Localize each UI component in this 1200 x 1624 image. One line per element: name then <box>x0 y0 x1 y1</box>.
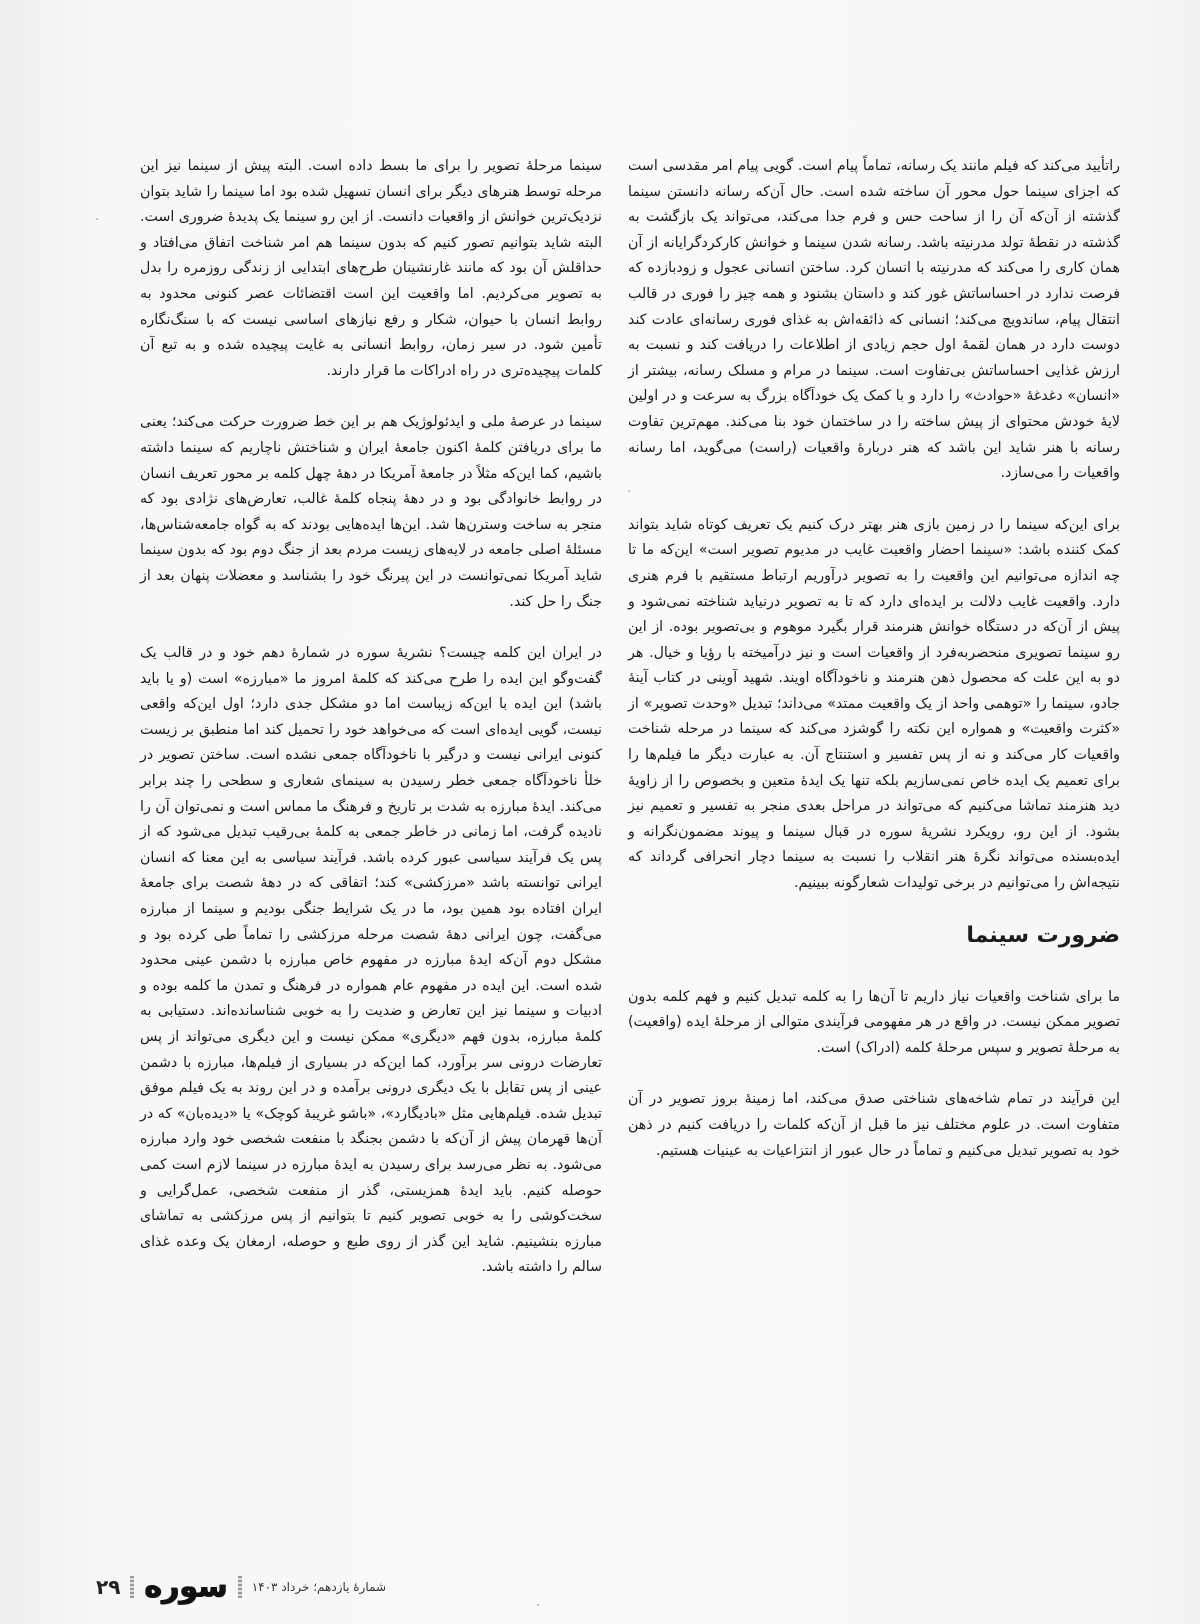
body-paragraph: سینما مرحلهٔ تصویر را برای ما بسط داده است. البته پیش از سینما نیز این مرحله توسط هنرهای دیگر برای انسان تسهیل شده بود اما سینما را شاید بتوان نزدیک‌ترین خوانش از واقعیات دانست. از این رو سینما یک پدیدهٔ ضروری است. البته شاید بتوانیم تصور کنیم که بدون سینما هم امر شناخت اتفاق می‌افتاد و حداقلش آن بود که مانند غارنشینان طرح‌های ابتدایی از زندگی روزمره را بدل به تصویر می‌کردیم. اما واقعیت این است اقتضائات عصر کنونی محدود به روابط انسان با حیوان، شکار و رفع نیازهای اساسی نیست که با سنگ‌نگاره تأمین شود. در سیر زمان، روابط انسانی به غایت پیچیده شده و به تبع آن کلمات پیچیده‌تری در راه ادراکات ما قرار دارند. <box>140 158 602 379</box>
page-number: ۲۹ <box>96 1575 121 1599</box>
magazine-logo: سوره <box>144 1568 228 1605</box>
body-paragraph: راتأیید می‌کند که فیلم مانند یک رسانه، تماماً پیام است. گویی پیام امر مقدسی است که اجزای سینما حول محور آن ساخته شده است. حال آن‌که رسانه دانستن سینما گذشته از آن‌که آن را از ساحت حس و فرم جدا می‌کند، می‌تواند یک بازگشت به گذشته در نقطهٔ تولد مدرنیته باشد. رسانه شدن سینما و خوانش کارکردگرایانه از آن همان کاری را می‌کند که مدرنیته با انسان کرد. ساختن انسانی عجول و زودبازده که فرصت ندارد در احساساتش غور کند و داستان بشنود و همه چیز را فوری در قالب انتقال پیام، ساندویچ می‌کند؛ انسانی که ذائقه‌اش به غذای فوری رسانه‌ای عادت کند دوست دارد در همان لقمهٔ اول حجم زیادی از اطلاعات را دریافت کند و نسبت به ارزش غذایی احساساتش بی‌تفاوت است. سینما در مرام و مسلک رسانه، بیشتر از «انسان» دغدغهٔ «حوادث» را دارد و با کمک یک خودآگاه بزرگ به سرعت و در اولین لایهٔ خودش محتوای از پیش ساخته را در ساختمان خود بنا می‌کند. مهم‌ترین تفاوت رسانه با هنر شاید این باشد که هنر دربارهٔ واقعیات (راست) می‌گوید، اما رسانه واقعیات را می‌سازد. <box>628 158 1120 482</box>
scan-speck <box>96 218 98 220</box>
page-footer <box>96 1568 456 1605</box>
footer-separator <box>130 1576 134 1598</box>
footer-separator <box>238 1576 242 1598</box>
body-paragraph: برای این‌که سینما را در زمین بازی هنر بهتر درک کنیم یک تعریف کوتاه شاید بتواند کمک کننده باشد: «سینما احضار واقعیت غایب در مدیوم تصویر است» این‌که ما تا چه اندازه می‌توانیم این واقعیت را به تصویر درآوریم ارتباط مستقیم با فرم هنری دارد. واقعیت غایب دلالت بر ایده‌ای دارد که تا به تصویر درنیاید شناخته نمی‌شود و پیش از آن‌که در دستگاه خوانش هنرمند قرار بگیرد موهوم و بی‌تصویر بوده. از این رو سینما تصویری منحصربه‌فرد از واقعیات است و نیز درآمیخته با رؤیا و خیال. هر دو به این علت که محصول ذهن هنرمند و ناخودآگاه اویند. شهید آوینی در کتاب آینهٔ جادو، سینما را «توهمی واحد از یک واقعیت ممتد» می‌داند؛ تبدیل «وحدت تصویر» از «کثرت واقعیت» و همواره این نکته را گوشزد می‌کند که سینما در مرحله شناخت واقعیات کار می‌کند و نه از پس تفسیر و استنتاج آن. به عبارت دیگر ما فیلم‌ها را برای تعمیم یک ایده خاص نمی‌سازیم بلکه تنها یک ایدهٔ متعین و بخصوص را از زاویهٔ دید هنرمند تماشا می‌کنیم که می‌تواند در مراحل بعدی منجر به تفسیر و تعمیم نیز بشود. از این رو، رویکرد نشریهٔ سوره در قبال سینما و پیوند مضمون‌نگرانه و ایده‌بسنده می‌تواند نگرهٔ هنر انقلاب را نسبت به سینما دچار انحرافی گرداند که نتیجه‌اش را می‌توانیم در برخی تولیدات شعارگونه ببینیم. <box>628 516 1120 892</box>
left-column <box>140 154 602 1307</box>
section-heading: ضرورت سینما <box>966 922 1120 948</box>
body-paragraph: در ایران این کلمه چیست؟ نشریهٔ سوره در شمارهٔ دهم خود و در قالب یک گفت‌وگو این ایده را طرح می‌کند که کلمهٔ امروز ما «مبارزه» است (و یا باید باشد) این ایده با این‌که زیباست اما دو مشکل جدی دارد؛ اول این‌که واقعی نیست، گویی ایده‌ای است که می‌خواهد خود را تحمیل کند اما منطبق بر زیست کنونی ایرانی نیست و درگیر با ناخودآگاه جمعی نشده است. ساختن تصویر در خلأ ناخودآگاه جمعی خطر رسیدن به سینمای شعاری و سطحی را چند برابر می‌کند. ایدهٔ مبارزه به شدت بر تاریخ و فرهنگ ما مماس است و نمی‌توان آن را نادیده گرفت، اما زمانی در خاطر جمعی به کلمهٔ بی‌رقیب تبدیل می‌شود که از پس یک فرآیند سیاسی عبور کرده باشد. فرآیند سیاسی به این معنا که انسان ایرانی توانسته باشد «مرزکشی» کند؛ اتفاقی که در دههٔ شصت برای جامعهٔ ایران افتاده بود همین بود، ما در یک شرایط جنگی بودیم و سینما از مبارزه می‌گفت، چون ایرانی دههٔ شصت مرحله مرزکشی را تماماً طی کرده بود و مشکل دوم آن‌که ایدهٔ مبارزه در مفهوم خاص مبارزه با دشمن عینی محدود شده است. این ایده در مفهوم عام همواره در فرهنگ و تمدن ما کلمه بوده و ادبیات و سینما نیز این تعارض و ضدیت را به خوبی شناسانده‌اند. دستیابی به کلمهٔ مبارزه، بدون فهم «دیگری» ممکن نیست و این دیگری می‌تواند از پس تعارضات درونی سر برآورد، کما این‌که در بسیاری از فیلم‌ها، مبارزه با دشمن عینی از پس تقابل با یک دیگری درونی برآمده و در این روند به یک فیلم موفق تبدیل شده. فیلم‌هایی مثل «بادیگارد»، «باشو غریبهٔ کوچک» یا «دیده‌بان» که در آن‌ها قهرمان پیش از آن‌که با دشمن بجنگد با منفعت شخصی خود وارد مبارزه می‌شود. به نظر می‌رسد برای رسیدن به ایدهٔ مبارزه در سینما لازم است کمی حوصله کنیم. باید ایدهٔ همزیستی، گذر از منفعت شخصی، عمل‌گرایی و سخت‌کوشی را به خوبی تصویر کنیم تا بتوانیم از پس مرزکشی به تماشای مبارزه بنشینیم. شاید این گذر از روی طبع و حوصله، ارمغان یک وعده غذای سالم را داشته باشد. <box>140 645 602 1276</box>
scan-speck <box>537 1604 539 1606</box>
body-paragraph: سینما در عرصهٔ ملی و ایدئولوژیک هم بر این خط ضرورت حرکت می‌کند؛ یعنی ما برای دریافتن کلمهٔ اکنون جامعهٔ ایران و شناختش ناچاریم که سینما داشته باشیم، کما این‌که مثلاً در جامعهٔ آمریکا در دههٔ چهل کلمه بر محور تعریف انسان در روابط خانوادگی بود و در دههٔ پنجاه کلمهٔ غالب، تعارض‌های نژادی بود که منجر به ساخت وسترن‌ها شد. این‌ها ایده‌هایی بودند که به گواه جامعه‌شناس‌ها، مسئلهٔ اصلی جامعه در لایه‌های زیست مردم بعد از جنگ دوم بود که بدون سینما شاید آمریکا نمی‌توانست در این پیرنگ خود را بشناسد و معضلات پنهان بعد از جنگ را حل کند. <box>140 414 602 610</box>
body-paragraph: ما برای شناخت واقعیات نیاز داریم تا آن‌ها را به کلمه تبدیل کنیم و فهم کلمه بدون تصویر ممکن نیست. در واقع در هر مفهومی فرآیندی متوالی از مرحلهٔ ایده (واقعیت) به مرحلهٔ تصویر و سپس مرحلهٔ کلمه (ادراک) است. <box>628 988 1120 1056</box>
issue-info: شمارهٔ یازدهم؛ خرداد ۱۴۰۳ <box>251 1580 386 1594</box>
body-paragraph: این فرآیند در تمام شاخه‌های شناختی صدق می‌کند، اما زمینهٔ بروز تصویر در آن متفاوت است. در علوم مختلف نیز ما قبل از آن‌که کلمات را دریافت کنیم در ذهن خود به تصویر تبدیل می‌کنیم و تماماً در حال عبور از انتزاعیات به عینیات هستیم. <box>628 1091 1120 1159</box>
right-column <box>628 154 1120 1190</box>
